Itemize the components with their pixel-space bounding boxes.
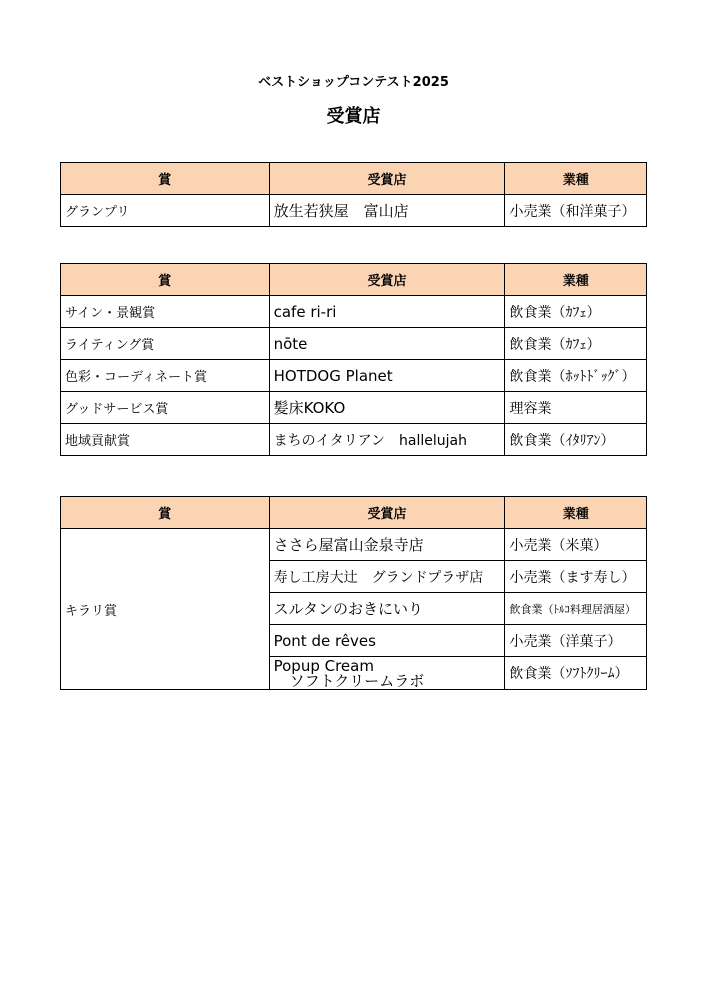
award-cell: 色彩・コーディネート賞 [61,360,270,392]
shop-column-header: 受賞店 [269,264,505,296]
shop-column-header: 受賞店 [269,163,505,195]
award-cell: グランプリ [61,195,270,227]
shop-name-line-2: ソフトクリームラボ [289,671,425,690]
shop-cell: 髪床KOKO [269,392,505,424]
table-header-row [61,264,647,296]
shop-cell: まちのイタリアン hallelujah [269,424,505,456]
category-cell: 飲食業（ｲﾀﾘｱﾝ） [505,424,647,456]
category-cell: 小売業（米菓） [505,529,647,561]
category-cell: 小売業（和洋菓子） [505,195,647,227]
table-row [61,392,647,424]
table-header-row [61,163,647,195]
special-awards-table [60,263,647,456]
shop-cell: ささら屋富山金泉寺店 [269,529,505,561]
shop-cell: cafe ri-ri [269,296,505,328]
kirari-award-table [60,496,647,690]
category-cell: 小売業（洋菓子） [505,625,647,657]
shop-cell: Pont de rêves [269,625,505,657]
award-column-header: 賞 [61,163,270,195]
category-cell: 飲食業（ｶﾌｪ） [505,328,647,360]
shop-cell: 放生若狭屋 富山店 [269,195,505,227]
table-row [61,296,647,328]
shop-cell: 寿し工房大辻 グランドプラザ店 [269,561,505,593]
event-title: ベストショップコンテスト2025 [258,75,449,90]
table-row [61,529,647,561]
category-column-header: 業種 [505,497,647,529]
table-header-row [61,497,647,529]
category-cell: 飲食業（ﾎｯﾄﾄﾞｯｸﾞ） [505,360,647,392]
award-cell: キラリ賞 [61,529,270,690]
category-cell: 飲食業（ｶﾌｪ） [505,296,647,328]
table-row [61,195,647,227]
award-column-header: 賞 [61,264,270,296]
category-cell: 飲食業（ｿﾌﾄｸﾘｰﾑ） [505,657,647,690]
category-cell: 飲食業（ﾄﾙｺ料理居酒屋） [505,593,647,625]
shop-cell: HOTDOG Planet [269,360,505,392]
category-column-header: 業種 [505,264,647,296]
shop-cell: スルタンのおきにいり [269,593,505,625]
category-column-header: 業種 [505,163,647,195]
category-cell: 理容業 [505,392,647,424]
shop-column-header: 受賞店 [269,497,505,529]
table-row [61,424,647,456]
table-row [61,360,647,392]
award-cell: ライティング賞 [61,328,270,360]
page-title: 受賞店 [326,106,381,127]
category-cell: 小売業（ます寿し） [505,561,647,593]
shop-cell [269,657,505,690]
shop-name-line-1: Popup Cream [273,656,374,675]
table-row [61,328,647,360]
award-cell: 地域貢献賞 [61,424,270,456]
award-cell: サイン・景観賞 [61,296,270,328]
award-column-header: 賞 [61,497,270,529]
shop-cell: nōte [269,328,505,360]
grand-prix-table [60,162,647,227]
award-cell: グッドサービス賞 [61,392,270,424]
